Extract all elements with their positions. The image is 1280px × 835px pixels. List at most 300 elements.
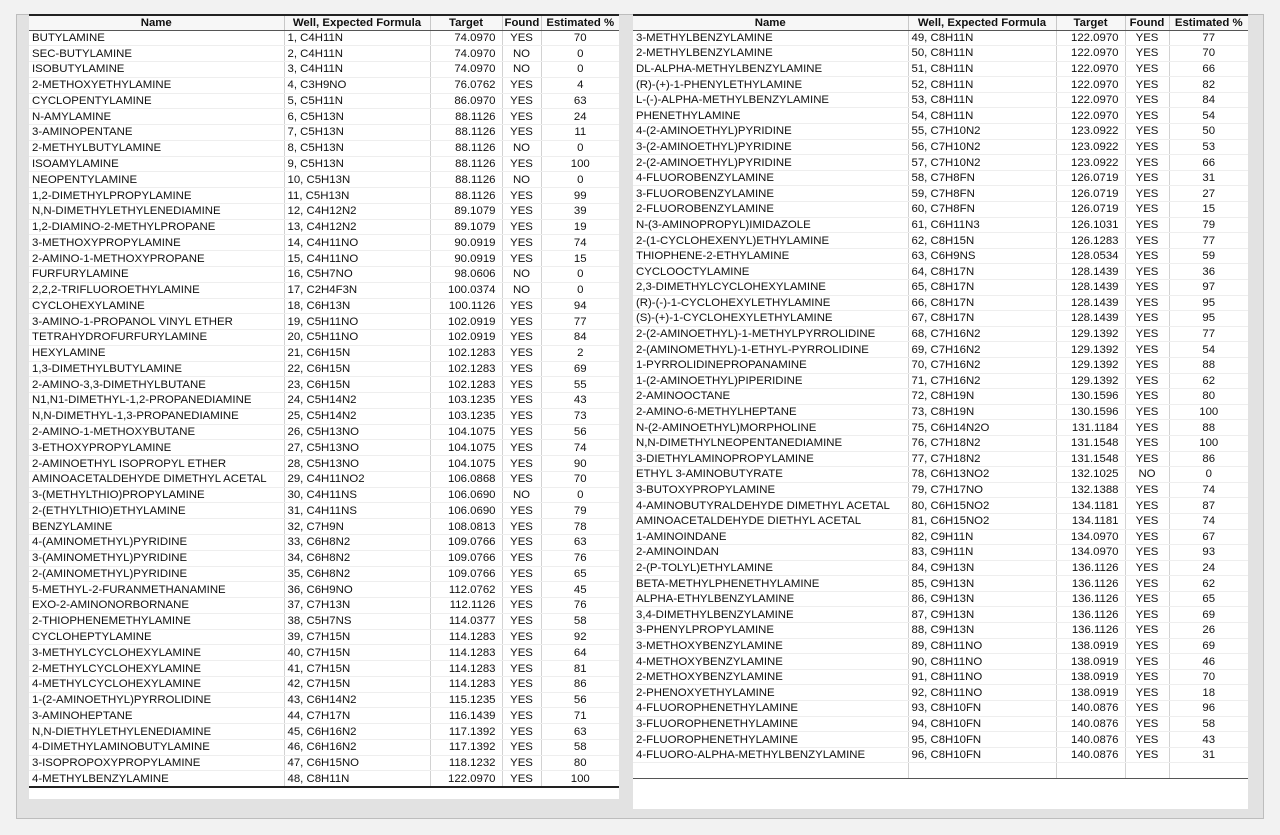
well-formula-cell: 82, C9H11N bbox=[908, 529, 1056, 545]
target-mass-cell: 122.0970 bbox=[430, 771, 502, 787]
target-mass-cell: 74.0970 bbox=[430, 62, 502, 78]
compound-name-cell: 2-AMINO-3,3-DIMETHYLBUTANE bbox=[29, 377, 284, 393]
table-row bbox=[633, 46, 1248, 62]
estimated-percent-cell: 26 bbox=[1169, 623, 1248, 639]
estimated-percent-cell: 70 bbox=[541, 30, 619, 46]
compound-name-cell: 2-AMINOOCTANE bbox=[633, 389, 908, 405]
target-mass-cell: 128.1439 bbox=[1056, 264, 1125, 280]
found-status-cell: YES bbox=[1125, 46, 1169, 62]
table-row bbox=[29, 535, 619, 551]
compound-name-cell: BUTYLAMINE bbox=[29, 30, 284, 46]
estimated-percent-cell: 39 bbox=[541, 203, 619, 219]
target-mass-cell: 122.0970 bbox=[1056, 77, 1125, 93]
target-mass-cell: 138.0919 bbox=[1056, 654, 1125, 670]
estimated-percent-cell: 77 bbox=[1169, 30, 1248, 46]
target-mass-cell: 117.1392 bbox=[430, 739, 502, 755]
table-row bbox=[29, 598, 619, 614]
target-mass-cell: 136.1126 bbox=[1056, 607, 1125, 623]
found-status-cell: YES bbox=[1125, 30, 1169, 46]
well-formula-cell: 65, C8H17N bbox=[908, 280, 1056, 296]
compound-name-cell: 2-AMINO-1-METHOXYPROPANE bbox=[29, 251, 284, 267]
table-row bbox=[29, 661, 619, 677]
table-row bbox=[633, 108, 1248, 124]
estimated-percent-cell: 31 bbox=[1169, 747, 1248, 763]
well-formula-cell: 49, C8H11N bbox=[908, 30, 1056, 46]
empty-cell bbox=[1125, 763, 1169, 779]
found-status-cell: YES bbox=[502, 251, 541, 267]
table-row bbox=[633, 170, 1248, 186]
well-formula-cell: 42, C7H15N bbox=[284, 676, 430, 692]
well-formula-cell: 39, C7H15N bbox=[284, 629, 430, 645]
well-formula-cell: 15, C4H11NO bbox=[284, 251, 430, 267]
well-formula-cell: 56, C7H10N2 bbox=[908, 139, 1056, 155]
table-row bbox=[633, 591, 1248, 607]
well-formula-cell: 16, C5H7NO bbox=[284, 266, 430, 282]
found-status-cell: YES bbox=[502, 345, 541, 361]
well-formula-cell: 52, C8H11N bbox=[908, 77, 1056, 93]
compound-name-cell: 2-AMINOETHYL ISOPROPYL ETHER bbox=[29, 456, 284, 472]
compound-name-cell: N1,N1-DIMETHYL-1,2-PROPANEDIAMINE bbox=[29, 393, 284, 409]
table-row bbox=[633, 77, 1248, 93]
well-formula-cell: 63, C6H9NS bbox=[908, 248, 1056, 264]
table-row bbox=[633, 139, 1248, 155]
target-mass-cell: 89.1079 bbox=[430, 203, 502, 219]
found-status-cell: NO bbox=[1125, 467, 1169, 483]
compound-name-cell: 2-(AMINOMETHYL)-1-ETHYL-PYRROLIDINE bbox=[633, 342, 908, 358]
estimated-percent-cell: 0 bbox=[541, 62, 619, 78]
table-row bbox=[633, 264, 1248, 280]
well-formula-cell: 18, C6H13N bbox=[284, 298, 430, 314]
table-row bbox=[29, 676, 619, 692]
target-mass-cell: 88.1126 bbox=[430, 109, 502, 125]
target-mass-cell: 88.1126 bbox=[430, 156, 502, 172]
compound-name-cell: EXO-2-AMINONORBORNANE bbox=[29, 598, 284, 614]
table-row bbox=[633, 186, 1248, 202]
table-row bbox=[633, 280, 1248, 296]
target-mass-cell: 102.1283 bbox=[430, 377, 502, 393]
table-row bbox=[633, 357, 1248, 373]
compound-name-cell: BENZYLAMINE bbox=[29, 519, 284, 535]
compound-name-cell: 3-FLUOROBENZYLAMINE bbox=[633, 186, 908, 202]
estimated-percent-cell: 67 bbox=[1169, 529, 1248, 545]
compound-name-cell: N-(3-AMINOPROPYL)IMIDAZOLE bbox=[633, 217, 908, 233]
estimated-percent-cell: 79 bbox=[1169, 217, 1248, 233]
well-formula-cell: 57, C7H10N2 bbox=[908, 155, 1056, 171]
target-mass-cell: 134.0970 bbox=[1056, 545, 1125, 561]
well-formula-cell: 72, C8H19N bbox=[908, 389, 1056, 405]
compound-name-cell: AMINOACETALDEHYDE DIMETHYL ACETAL bbox=[29, 471, 284, 487]
target-mass-cell: 89.1079 bbox=[430, 219, 502, 235]
found-status-cell: YES bbox=[502, 661, 541, 677]
estimated-percent-cell: 74 bbox=[541, 440, 619, 456]
compound-name-cell: CYCLOOCTYLAMINE bbox=[633, 264, 908, 280]
estimated-percent-cell: 24 bbox=[1169, 560, 1248, 576]
well-formula-cell: 33, C6H8N2 bbox=[284, 535, 430, 551]
compound-name-cell: 1-PYRROLIDINEPROPANAMINE bbox=[633, 357, 908, 373]
estimated-percent-cell: 43 bbox=[541, 393, 619, 409]
table-header-row bbox=[633, 15, 1248, 30]
compound-name-cell: 2-(P-TOLYL)ETHYLAMINE bbox=[633, 560, 908, 576]
found-status-cell: YES bbox=[1125, 607, 1169, 623]
well-formula-cell: 91, C8H11NO bbox=[908, 669, 1056, 685]
compound-name-cell: 3-(AMINOMETHYL)PYRIDINE bbox=[29, 550, 284, 566]
target-mass-cell: 102.0919 bbox=[430, 314, 502, 330]
table-row bbox=[633, 217, 1248, 233]
well-formula-cell: 50, C8H11N bbox=[908, 46, 1056, 62]
well-formula-cell: 38, C5H7NS bbox=[284, 613, 430, 629]
table-row bbox=[633, 498, 1248, 514]
found-status-cell: YES bbox=[502, 377, 541, 393]
estimated-percent-cell: 69 bbox=[541, 361, 619, 377]
estimated-percent-cell: 54 bbox=[1169, 108, 1248, 124]
estimated-percent-cell: 46 bbox=[1169, 654, 1248, 670]
target-mass-cell: 106.0690 bbox=[430, 487, 502, 503]
well-formula-cell: 2, C4H11N bbox=[284, 46, 430, 62]
compound-name-cell: 3-METHYLCYCLOHEXYLAMINE bbox=[29, 645, 284, 661]
target-mass-cell: 136.1126 bbox=[1056, 623, 1125, 639]
well-formula-cell: 70, C7H16N2 bbox=[908, 357, 1056, 373]
target-mass-cell: 131.1548 bbox=[1056, 451, 1125, 467]
table-row bbox=[633, 420, 1248, 436]
target-mass-cell: 88.1126 bbox=[430, 188, 502, 204]
estimated-percent-cell: 65 bbox=[1169, 591, 1248, 607]
found-status-cell: NO bbox=[502, 62, 541, 78]
compound-name-cell: (R)-(-)-1-CYCLOHEXYLETHYLAMINE bbox=[633, 295, 908, 311]
estimated-percent-cell: 76 bbox=[541, 598, 619, 614]
compound-name-cell: ETHYL 3-AMINOBUTYRATE bbox=[633, 467, 908, 483]
compound-name-cell: 4-FLUORO-ALPHA-METHYLBENZYLAMINE bbox=[633, 747, 908, 763]
well-formula-cell: 84, C9H13N bbox=[908, 560, 1056, 576]
target-mass-cell: 134.1181 bbox=[1056, 498, 1125, 514]
target-mass-cell: 118.1232 bbox=[430, 755, 502, 771]
target-mass-cell: 140.0876 bbox=[1056, 701, 1125, 717]
well-formula-cell: 4, C3H9NO bbox=[284, 77, 430, 93]
found-status-cell: NO bbox=[502, 266, 541, 282]
found-status-cell: YES bbox=[502, 408, 541, 424]
target-mass-cell: 126.0719 bbox=[1056, 202, 1125, 218]
found-status-cell: YES bbox=[502, 219, 541, 235]
compound-name-cell: 4-METHYLCYCLOHEXYLAMINE bbox=[29, 676, 284, 692]
found-status-cell: YES bbox=[502, 724, 541, 740]
estimated-percent-cell: 11 bbox=[541, 125, 619, 141]
well-formula-cell: 27, C5H13NO bbox=[284, 440, 430, 456]
compound-name-cell: ALPHA-ETHYLBENZYLAMINE bbox=[633, 591, 908, 607]
target-mass-cell: 103.1235 bbox=[430, 393, 502, 409]
table-row bbox=[29, 692, 619, 708]
table-row bbox=[633, 233, 1248, 249]
table-row bbox=[29, 156, 619, 172]
target-mass-cell: 123.0922 bbox=[1056, 155, 1125, 171]
estimated-percent-cell: 31 bbox=[1169, 170, 1248, 186]
estimated-percent-cell: 62 bbox=[1169, 373, 1248, 389]
well-formula-cell: 47, C6H15NO bbox=[284, 755, 430, 771]
compound-name-cell: 3-METHYLBENZYLAMINE bbox=[633, 30, 908, 46]
estimated-percent-cell: 74 bbox=[541, 235, 619, 251]
table-row bbox=[633, 638, 1248, 654]
well-formula-cell: 71, C7H16N2 bbox=[908, 373, 1056, 389]
well-formula-cell: 36, C6H9NO bbox=[284, 582, 430, 598]
table-row bbox=[29, 377, 619, 393]
col-header-target: Target bbox=[1056, 15, 1125, 30]
compound-name-cell: 3-AMINO-1-PROPANOL VINYL ETHER bbox=[29, 314, 284, 330]
estimated-percent-cell: 74 bbox=[1169, 482, 1248, 498]
compound-name-cell: PHENETHYLAMINE bbox=[633, 108, 908, 124]
well-formula-cell: 87, C9H13N bbox=[908, 607, 1056, 623]
well-formula-cell: 66, C8H17N bbox=[908, 295, 1056, 311]
well-formula-cell: 8, C5H13N bbox=[284, 140, 430, 156]
target-mass-cell: 114.1283 bbox=[430, 629, 502, 645]
target-mass-cell: 122.0970 bbox=[1056, 61, 1125, 77]
found-status-cell: YES bbox=[502, 739, 541, 755]
estimated-percent-cell: 84 bbox=[1169, 92, 1248, 108]
estimated-percent-cell: 63 bbox=[541, 724, 619, 740]
estimated-percent-cell: 62 bbox=[1169, 576, 1248, 592]
empty-cell bbox=[633, 763, 908, 779]
table-row bbox=[29, 282, 619, 298]
target-mass-cell: 132.1025 bbox=[1056, 467, 1125, 483]
well-formula-cell: 20, C5H11NO bbox=[284, 330, 430, 346]
table-row bbox=[633, 248, 1248, 264]
estimated-percent-cell: 95 bbox=[1169, 311, 1248, 327]
table-row bbox=[633, 311, 1248, 327]
compound-name-cell: 2-(2-AMINOETHYL)-1-METHYLPYRROLIDINE bbox=[633, 326, 908, 342]
target-mass-cell: 102.0919 bbox=[430, 330, 502, 346]
well-formula-cell: 92, C8H11NO bbox=[908, 685, 1056, 701]
compound-name-cell: N,N-DIMETHYL-1,3-PROPANEDIAMINE bbox=[29, 408, 284, 424]
table-row bbox=[633, 295, 1248, 311]
col-header-found: Found bbox=[502, 15, 541, 30]
target-mass-cell: 103.1235 bbox=[430, 408, 502, 424]
compound-name-cell: 3-(2-AMINOETHYL)PYRIDINE bbox=[633, 139, 908, 155]
well-formula-cell: 79, C7H17NO bbox=[908, 482, 1056, 498]
found-status-cell: NO bbox=[502, 282, 541, 298]
results-table-right bbox=[633, 14, 1248, 809]
well-formula-cell: 37, C7H13N bbox=[284, 598, 430, 614]
target-mass-cell: 128.1439 bbox=[1056, 311, 1125, 327]
table-row bbox=[29, 724, 619, 740]
compound-name-cell: 3-ETHOXYPROPYLAMINE bbox=[29, 440, 284, 456]
target-mass-cell: 126.0719 bbox=[1056, 186, 1125, 202]
col-header-estimated: Estimated % bbox=[541, 15, 619, 30]
estimated-percent-cell: 0 bbox=[541, 282, 619, 298]
table-row bbox=[29, 440, 619, 456]
well-formula-cell: 94, C8H10FN bbox=[908, 716, 1056, 732]
estimated-percent-cell: 58 bbox=[541, 739, 619, 755]
found-status-cell: YES bbox=[1125, 701, 1169, 717]
target-mass-cell: 138.0919 bbox=[1056, 685, 1125, 701]
compound-name-cell: 4-DIMETHYLAMINOBUTYLAMINE bbox=[29, 739, 284, 755]
found-status-cell: YES bbox=[1125, 482, 1169, 498]
target-mass-cell: 136.1126 bbox=[1056, 560, 1125, 576]
table-row bbox=[29, 125, 619, 141]
compound-name-cell: 1,2-DIMETHYLPROPYLAMINE bbox=[29, 188, 284, 204]
target-mass-cell: 138.0919 bbox=[1056, 638, 1125, 654]
compound-name-cell: 2-METHYLBENZYLAMINE bbox=[633, 46, 908, 62]
compound-name-cell: 3-BUTOXYPROPYLAMINE bbox=[633, 482, 908, 498]
table-row bbox=[29, 456, 619, 472]
compound-name-cell: SEC-BUTYLAMINE bbox=[29, 46, 284, 62]
target-mass-cell: 106.0690 bbox=[430, 503, 502, 519]
well-formula-cell: 19, C5H11NO bbox=[284, 314, 430, 330]
target-mass-cell: 88.1126 bbox=[430, 125, 502, 141]
target-mass-cell: 130.1596 bbox=[1056, 389, 1125, 405]
found-status-cell: YES bbox=[1125, 264, 1169, 280]
compound-name-cell: 4-FLUOROPHENETHYLAMINE bbox=[633, 701, 908, 717]
estimated-percent-cell: 69 bbox=[1169, 607, 1248, 623]
target-mass-cell: 98.0606 bbox=[430, 266, 502, 282]
compound-name-cell: 2-FLUOROBENZYLAMINE bbox=[633, 202, 908, 218]
compound-name-cell: 3-METHOXYPROPYLAMINE bbox=[29, 235, 284, 251]
well-formula-cell: 28, C5H13NO bbox=[284, 456, 430, 472]
compound-name-cell: 2-METHOXYBENZYLAMINE bbox=[633, 669, 908, 685]
found-status-cell: YES bbox=[1125, 77, 1169, 93]
found-status-cell: YES bbox=[1125, 732, 1169, 748]
compound-name-cell: 2-THIOPHENEMETHYLAMINE bbox=[29, 613, 284, 629]
estimated-percent-cell: 90 bbox=[541, 456, 619, 472]
target-mass-cell: 140.0876 bbox=[1056, 732, 1125, 748]
estimated-percent-cell: 80 bbox=[1169, 389, 1248, 405]
well-formula-cell: 23, C6H15N bbox=[284, 377, 430, 393]
found-status-cell: YES bbox=[1125, 404, 1169, 420]
col-header-name: Name bbox=[29, 15, 284, 30]
well-formula-cell: 26, C5H13NO bbox=[284, 424, 430, 440]
compound-name-cell: 1,3-DIMETHYLBUTYLAMINE bbox=[29, 361, 284, 377]
target-mass-cell: 104.1075 bbox=[430, 440, 502, 456]
estimated-percent-cell: 76 bbox=[541, 550, 619, 566]
compound-name-cell: 3-DIETHYLAMINOPROPYLAMINE bbox=[633, 451, 908, 467]
target-mass-cell: 129.1392 bbox=[1056, 357, 1125, 373]
estimated-percent-cell: 66 bbox=[1169, 61, 1248, 77]
target-mass-cell: 123.0922 bbox=[1056, 124, 1125, 140]
table-row bbox=[29, 46, 619, 62]
well-formula-cell: 25, C5H14N2 bbox=[284, 408, 430, 424]
compound-name-cell: N,N-DIETHYLETHYLENEDIAMINE bbox=[29, 724, 284, 740]
compound-name-cell: 1-AMINOINDANE bbox=[633, 529, 908, 545]
estimated-percent-cell: 58 bbox=[1169, 716, 1248, 732]
table-row bbox=[633, 654, 1248, 670]
found-status-cell: YES bbox=[502, 424, 541, 440]
compound-name-cell: FURFURYLAMINE bbox=[29, 266, 284, 282]
well-formula-cell: 10, C5H13N bbox=[284, 172, 430, 188]
estimated-percent-cell: 0 bbox=[541, 266, 619, 282]
found-status-cell: YES bbox=[502, 235, 541, 251]
target-mass-cell: 90.0919 bbox=[430, 251, 502, 267]
target-mass-cell: 126.1283 bbox=[1056, 233, 1125, 249]
found-status-cell: YES bbox=[1125, 435, 1169, 451]
found-status-cell: YES bbox=[1125, 311, 1169, 327]
table-row bbox=[633, 30, 1248, 46]
well-formula-cell: 32, C7H9N bbox=[284, 519, 430, 535]
well-formula-cell: 21, C6H15N bbox=[284, 345, 430, 361]
estimated-percent-cell: 2 bbox=[541, 345, 619, 361]
found-status-cell: YES bbox=[1125, 591, 1169, 607]
found-status-cell: YES bbox=[1125, 451, 1169, 467]
estimated-percent-cell: 84 bbox=[541, 330, 619, 346]
target-mass-cell: 122.0970 bbox=[1056, 30, 1125, 46]
compound-name-cell: N,N-DIMETHYLETHYLENEDIAMINE bbox=[29, 203, 284, 219]
target-mass-cell: 74.0970 bbox=[430, 46, 502, 62]
well-formula-cell: 7, C5H13N bbox=[284, 125, 430, 141]
compound-name-cell: ISOBUTYLAMINE bbox=[29, 62, 284, 78]
estimated-percent-cell: 66 bbox=[1169, 155, 1248, 171]
compound-name-cell: 3,4-DIMETHYLBENZYLAMINE bbox=[633, 607, 908, 623]
found-status-cell: YES bbox=[1125, 529, 1169, 545]
compound-name-cell: 2-PHENOXYETHYLAMINE bbox=[633, 685, 908, 701]
compound-name-cell: 2,2,2-TRIFLUOROETHYLAMINE bbox=[29, 282, 284, 298]
estimated-percent-cell: 100 bbox=[541, 156, 619, 172]
found-status-cell: YES bbox=[1125, 669, 1169, 685]
estimated-percent-cell: 73 bbox=[541, 408, 619, 424]
target-mass-cell: 86.0970 bbox=[430, 93, 502, 109]
table-row bbox=[29, 298, 619, 314]
compound-name-cell: TETRAHYDROFURFURYLAMINE bbox=[29, 330, 284, 346]
found-status-cell: YES bbox=[502, 156, 541, 172]
compound-name-cell: 5-METHYL-2-FURANMETHANAMINE bbox=[29, 582, 284, 598]
estimated-percent-cell: 92 bbox=[541, 629, 619, 645]
table-row bbox=[29, 235, 619, 251]
well-formula-cell: 59, C7H8FN bbox=[908, 186, 1056, 202]
estimated-percent-cell: 88 bbox=[1169, 420, 1248, 436]
well-formula-cell: 86, C9H13N bbox=[908, 591, 1056, 607]
well-formula-cell: 31, C4H11NS bbox=[284, 503, 430, 519]
found-status-cell: YES bbox=[502, 314, 541, 330]
well-formula-cell: 81, C6H15NO2 bbox=[908, 513, 1056, 529]
found-status-cell: NO bbox=[502, 46, 541, 62]
estimated-percent-cell: 50 bbox=[1169, 124, 1248, 140]
well-formula-cell: 41, C7H15N bbox=[284, 661, 430, 677]
table-row bbox=[29, 487, 619, 503]
compound-name-cell: 3-(METHYLTHIO)PROPYLAMINE bbox=[29, 487, 284, 503]
target-mass-cell: 130.1596 bbox=[1056, 404, 1125, 420]
estimated-percent-cell: 0 bbox=[541, 487, 619, 503]
compound-name-cell: 3-ISOPROPOXYPROPYLAMINE bbox=[29, 755, 284, 771]
table-row bbox=[29, 771, 619, 787]
target-mass-cell: 115.1235 bbox=[430, 692, 502, 708]
compound-name-cell: 3-PHENYLPROPYLAMINE bbox=[633, 623, 908, 639]
estimated-percent-cell: 77 bbox=[1169, 233, 1248, 249]
table-row bbox=[633, 155, 1248, 171]
compound-name-cell: (S)-(+)-1-CYCLOHEXYLETHYLAMINE bbox=[633, 311, 908, 327]
target-mass-cell: 109.0766 bbox=[430, 566, 502, 582]
estimated-percent-cell: 19 bbox=[541, 219, 619, 235]
target-mass-cell: 136.1126 bbox=[1056, 591, 1125, 607]
table-row bbox=[29, 566, 619, 582]
well-formula-cell: 3, C4H11N bbox=[284, 62, 430, 78]
target-mass-cell: 140.0876 bbox=[1056, 716, 1125, 732]
table-row bbox=[633, 61, 1248, 77]
estimated-percent-cell: 0 bbox=[1169, 467, 1248, 483]
target-mass-cell: 102.1283 bbox=[430, 345, 502, 361]
table-row bbox=[29, 314, 619, 330]
target-mass-cell: 114.0377 bbox=[430, 613, 502, 629]
table-row bbox=[633, 124, 1248, 140]
compound-name-cell: 4-METHOXYBENZYLAMINE bbox=[633, 654, 908, 670]
table-row bbox=[29, 140, 619, 156]
target-mass-cell: 136.1126 bbox=[1056, 576, 1125, 592]
empty-cell bbox=[1169, 763, 1248, 779]
table-row bbox=[633, 560, 1248, 576]
found-status-cell: YES bbox=[1125, 124, 1169, 140]
compound-name-cell: 1,2-DIAMINO-2-METHYLPROPANE bbox=[29, 219, 284, 235]
estimated-percent-cell: 96 bbox=[1169, 701, 1248, 717]
well-formula-cell: 43, C6H14N2 bbox=[284, 692, 430, 708]
well-formula-cell: 40, C7H15N bbox=[284, 645, 430, 661]
estimated-percent-cell: 93 bbox=[1169, 545, 1248, 561]
well-formula-cell: 11, C5H13N bbox=[284, 188, 430, 204]
target-mass-cell: 100.1126 bbox=[430, 298, 502, 314]
target-mass-cell: 100.0374 bbox=[430, 282, 502, 298]
compound-name-cell: 3-AMINOHEPTANE bbox=[29, 708, 284, 724]
